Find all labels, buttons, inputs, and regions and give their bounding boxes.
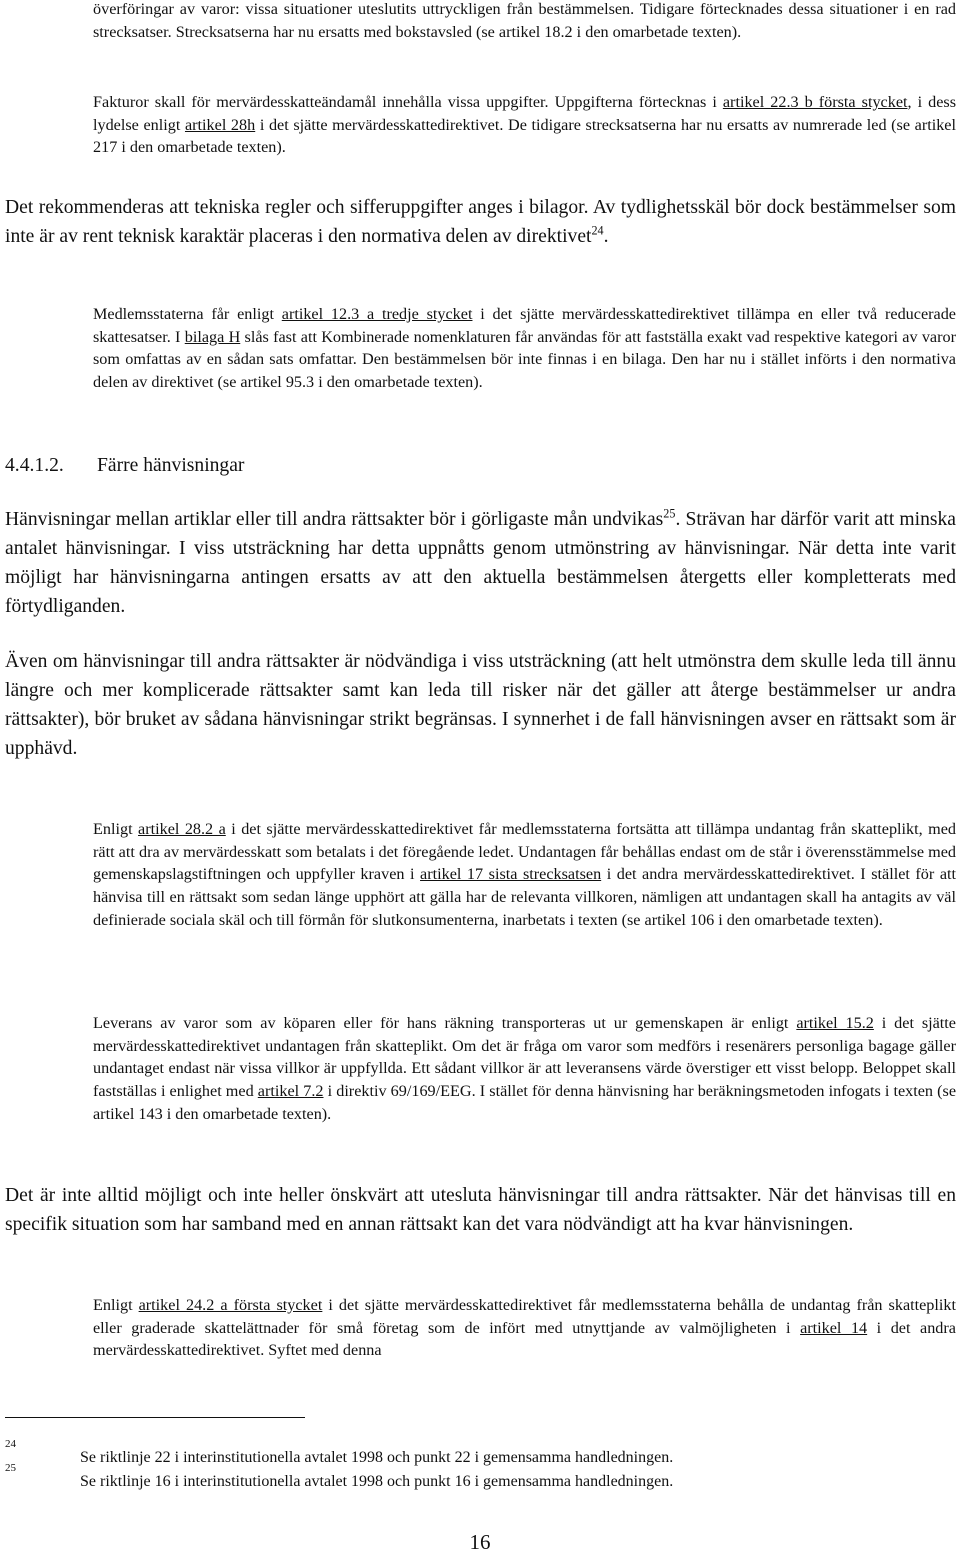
paragraph-7-text-b: i det sjätte mervärdesskattedirektivet får medlemsstaterna fortsätta att tillämpa undantag från skatteplikt, med rätt att dra av mervärdesskatt som betalats i det föregående ledet. Undantagen får behållas endast om de står i överensstämmelse med gemenskapslagstiftningen och uppfyller kraven i <box>93 820 957 884</box>
paragraph-10-text-b: i det sjätte mervärdesskattedirektivet får medlemsstaterna behålla de undantag från skatteplikt eller graderade skattelättnader för små företag som de infört med utnyttjande av valmöjligheten i <box>93 1296 956 1337</box>
footnote-mark: 25 <box>5 1462 16 1474</box>
paragraph-7-text-c: i det andra mervärdesskattedirektivet. I stället för att hänvisa till en rättsakt som sedan länge upphört att gälla har de relevanta villkoren, nämligen att undantagen skall ha antagits av väl definierade sociala skäl och till förmån för slutkonsumenterna, inarbetats i texten (se artikel 106 i den omarbetade texten). <box>93 865 956 929</box>
article-link[interactable]: artikel 28.2 a <box>138 820 226 838</box>
paragraph-4 <box>93 303 956 394</box>
paragraph-8 <box>93 1012 956 1126</box>
paragraph-2 <box>93 91 956 159</box>
article-link[interactable]: artikel 7.2 <box>257 1082 324 1101</box>
paragraph-7 <box>93 818 956 932</box>
paragraph-1-text: överföringar av varor: vissa situationer uteslutits uttryckligen från bestämmelsen. Tidigare förtecknades dessa situationer i en rad strecksatser. Strecksatserna har nu ersatts med bokstavsled (se artikel 18.2 i den omarbetade texten). <box>93 0 956 41</box>
paragraph-9-text: Det är inte alltid möjligt och inte heller önskvärt att utesluta hänvisningar till andra rättsakter. När det hänvisas till en specifik situation som har samband med en annan rättsakt kan det vara nödvändigt att ha kvar hänvisningen. <box>5 1185 956 1235</box>
annex-link[interactable]: bilaga H <box>184 327 241 346</box>
paragraph-3-text-b: . <box>603 226 609 247</box>
article-link[interactable]: artikel 24.2 a första stycket <box>138 1296 323 1314</box>
paragraph-4-text-c: slås fast att Kombinerade nomenklaturen får användas för att fastställa exakt vad respektive kategori av varor som omfattas av en sådan sats omfattar. Den bestämmelsen bör inte finnas i en bilaga. Den har nu i stället införts i den normativa delen av direktivet (se artikel 95.3 i den omarbetade texten). <box>93 327 956 392</box>
paragraph-6-text: Även om hänvisningar till andra rättsakter är nödvändiga i viss utsträckning (att helt utmönstra dem skulle leda till ännu längre och mer komplicerade rättsakter samt kan leda till risker när det gäller att återge bestämmelser ur andra rättsakter), bör bruket av sådana hänvisningar strikt begränsas. I synnerhet i de fall hänvisningen avser en rättsakt som är upphävd. <box>5 651 956 759</box>
paragraph-1 <box>93 0 956 43</box>
paragraph-10 <box>93 1294 956 1362</box>
paragraph-10-text-c: i det andra mervärdesskattedirektivet. Syftet med denna <box>93 1318 956 1360</box>
footnote-text: Se riktlinje 22 i interinstitutionella avtalet 1998 och punkt 22 i gemensamma handledningen. <box>80 1449 674 1466</box>
paragraph-4-text-a: Medlemsstaterna får enligt <box>93 305 282 323</box>
article-link[interactable]: artikel 14 <box>800 1318 868 1337</box>
paragraph-5-text-a: Hänvisningar mellan artiklar eller till andra rättsakter bör i görligaste mån undvikas <box>5 509 664 530</box>
paragraph-3-text-a: Det rekommenderas att tekniska regler och sifferuppgifter anges i bilagor. Av tydlighetsskäl bör dock bestämmelser som inte är av rent teknisk karaktär placeras i den normativa delen av direktivet <box>5 197 956 247</box>
paragraph-5-text-b: . Strävan har därför varit att minska antalet hänvisningar. I viss utsträckning har detta uppnåtts genom utmönstring av hänvisningar. När detta inte varit möjligt har hänvisningarna antingen ersatts av att den aktuella bestämmelsen återgetts eller kompletterats med förtydliganden. <box>5 509 956 617</box>
footnote-separator <box>5 1417 305 1418</box>
section-number: 4.4.1.2. <box>5 455 64 476</box>
paragraph-4-text-b: i det sjätte mervärdesskattedirektivet tillämpa en eller två reducerade skattesatser. I <box>93 305 956 346</box>
article-link[interactable]: artikel 17 sista strecksatsen <box>420 865 602 884</box>
paragraph-5 <box>5 505 956 621</box>
paragraph-8-text-a: Leverans av varor som av köparen eller för hans räkning transporteras ut ur gemenskapen är enligt <box>93 1014 797 1032</box>
paragraph-8-text-c: i direktiv 69/169/EEG. I stället för denna hänvisning har beräkningsmetoden infogats i texten (se artikel 143 i den omarbetade texten). <box>93 1082 957 1123</box>
footnote-ref-24[interactable]: 24 <box>591 223 604 238</box>
article-link[interactable]: artikel 22.3 b första stycket <box>722 93 908 111</box>
page-number: 16 <box>469 1530 491 1554</box>
section-heading <box>5 451 244 480</box>
paragraph-2-text-a: Fakturor skall för mervärdesskatteändamål innehålla vissa uppgifter. Uppgifterna förtecknas i <box>93 93 723 111</box>
paragraph-8-text-b: i det sjätte mervärdesskattedirektivet undantagen från skatteplikt. Om det är fråga om varor som medförs i resenärers personliga bagage gäller undantaget endast när vissa villkor är uppfyllda. Ett sådant villkor är att leveransens värde överstiger ett visst belopp. Beloppet skall fastställas i enlighet med <box>93 1014 956 1101</box>
paragraph-2-text-c: i det sjätte mervärdesskattedirektivet. De tidigare strecksatserna har nu ersatts av numrerade led (se artikel 217 i den omarbetade texten). <box>93 115 956 157</box>
paragraph-6 <box>5 647 956 763</box>
footnote-text: Se riktlinje 16 i interinstitutionella avtalet 1998 och punkt 16 i gemensamma handledningen. <box>80 1473 674 1490</box>
paragraph-9 <box>5 1181 956 1239</box>
paragraph-7-text-a: Enligt <box>93 820 139 838</box>
paragraph-10-text-a: Enligt <box>93 1296 139 1314</box>
footnote-ref-25[interactable]: 25 <box>663 506 676 521</box>
paragraph-2-text-b: , i dess lydelse enligt <box>93 93 956 134</box>
paragraph-3 <box>5 193 956 251</box>
article-link[interactable]: artikel 15.2 <box>796 1014 874 1032</box>
article-link[interactable]: artikel 28h <box>184 115 256 134</box>
article-link[interactable]: artikel 12.3 a tredje stycket <box>281 305 473 323</box>
footnote-mark: 24 <box>5 1438 16 1450</box>
section-title: Färre hänvisningar <box>97 455 245 476</box>
